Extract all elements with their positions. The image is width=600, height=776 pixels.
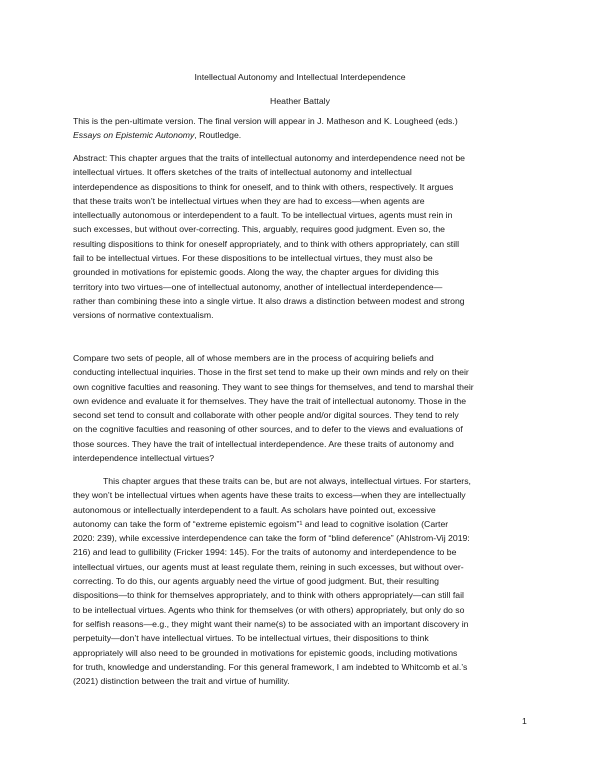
paragraph-line: those sources. They have the trait of intellectual interdependence. Are these traits of autonomy and bbox=[73, 438, 454, 449]
paragraph-line: perpetuity—don’t have intellectual virtues. To be intellectual virtues, their dispositions to think bbox=[73, 633, 429, 644]
body-paragraph-2 bbox=[73, 474, 533, 688]
abstract-line: that these traits won’t be intellectual virtues when they are had to excess—when agents are bbox=[73, 195, 425, 206]
paragraph-line: autonomous or intellectually interdependent to a fault. As scholars have pointed out, excessive bbox=[73, 504, 436, 515]
paragraph-line: on the cognitive faculties and reasoning of other sources, and to defer to the views and evaluations of bbox=[73, 424, 463, 435]
paragraph-line: 216) and lead to gullibility (Fricker 1994: 145). For the traits of autonomy and interdependence to be bbox=[73, 547, 457, 558]
abstract-line: intellectual virtues. It offers sketches of the traits of intellectual autonomy and intellectual bbox=[73, 167, 412, 178]
paragraph-line: they won’t be intellectual virtues when agents have these traits to excess—when they are intellectually bbox=[73, 490, 466, 501]
abstract-line: grounded in motivations for epistemic goods. Along the way, the chapter argues for dividing this bbox=[73, 267, 439, 278]
version-note-line bbox=[73, 128, 533, 142]
page-number: 1 bbox=[522, 716, 527, 726]
abstract-line: Abstract: This chapter argues that the traits of intellectual autonomy and interdependence need not be bbox=[73, 153, 465, 163]
author-name: Heather Battaly bbox=[270, 96, 330, 106]
paragraph-line: autonomy can take the form of “extreme epistemic egoism”¹ and lead to cognitive isolation (Carter bbox=[73, 518, 449, 529]
paragraph-line: Compare two sets of people, all of whose members are in the process of acquiring beliefs and bbox=[73, 353, 434, 363]
paragraph-line: appropriately will also need to be grounded in motivations for epistemic goods, including motivations bbox=[73, 647, 458, 658]
paragraph-line: intellectual virtues, our agents must at least regulate them, reining in such excesses, but without over- bbox=[73, 561, 464, 572]
paragraph-line: to be intellectual virtues. Agents who think for themselves (or with others) appropriately, but only do so bbox=[73, 604, 465, 615]
paper-title: Intellectual Autonomy and Intellectual Interdependence bbox=[194, 72, 406, 82]
paragraph-line: second set tend to consult and collaborate with other people and/or digital sources. They tend to rely bbox=[73, 410, 459, 421]
publisher: , Routledge. bbox=[194, 130, 242, 141]
book-title: Essays on Epistemic Autonomy bbox=[73, 130, 195, 141]
abstract-line: rather than combining these into a single virtue. It also draws a distinction between modest and strong bbox=[73, 295, 465, 306]
abstract-line: interdependence as dispositions to think for oneself, and to think with others, respectively. It argues bbox=[73, 181, 454, 192]
paragraph-line: 2020: 239), while excessive interdependence can take the form of “blind deference” (Ahlstrom-Vij 2019: bbox=[73, 533, 470, 544]
paragraph-line: interdependence intellectual virtues? bbox=[73, 453, 215, 464]
abstract-line: territory into two virtues—one of intellectual autonomy, another of intellectual interdependence— bbox=[73, 281, 443, 292]
paragraph-line: correcting. To do this, our agents arguably need the virtue of good judgment. But, their resulting bbox=[73, 576, 439, 587]
abstract-line: such excesses, but without over-correcting. This, arguably, requires good judgment. Even so, the bbox=[73, 224, 445, 235]
paragraph-line: conducting intellectual inquiries. Those in the first set tend to make up their own minds and rely on their bbox=[73, 367, 469, 378]
paragraph-line: for selfish reasons—e.g., they might want their name(s) to be associated with an important discovery in bbox=[73, 618, 469, 629]
version-note-line: This is the pen-ultimate version. The final version will appear in J. Matheson and K. Lougheed (eds.) bbox=[73, 116, 458, 126]
abstract-line: fail to be intellectual virtues. For these dispositions to be intellectual virtues, they must also be bbox=[73, 253, 433, 264]
abstract bbox=[73, 151, 533, 323]
paragraph-line: own evidence and evaluate it for themselves. They have the trait of intellectual autonomy. Those in the bbox=[73, 395, 467, 406]
paragraph-line: for truth, knowledge and understanding. For this general framework, I am indebted to Whitcomb et al.’s bbox=[73, 661, 468, 672]
abstract-line: versions of normative contextualism. bbox=[73, 310, 214, 321]
paragraph-line: own cognitive faculties and reasoning. They want to see things for themselves, and tend to marshal their bbox=[73, 381, 474, 392]
paragraph-line: (2021) distinction between the trait and virtue of humility. bbox=[73, 676, 290, 687]
body-paragraph-1 bbox=[73, 351, 533, 465]
version-note bbox=[73, 114, 533, 143]
paragraph-line: This chapter argues that these traits can be, but are not always, intellectual virtues. For starters, bbox=[103, 476, 471, 486]
abstract-line: intellectually autonomous or interdependent to a fault. To be intellectual virtues, agents must rein in bbox=[73, 210, 453, 221]
paragraph-line: dispositions—to think for themselves appropriately, and to think with others appropriately—can still fail bbox=[73, 590, 464, 601]
abstract-line: resulting dispositions to think for oneself appropriately, and to think with others appropriately, can still bbox=[73, 238, 459, 249]
